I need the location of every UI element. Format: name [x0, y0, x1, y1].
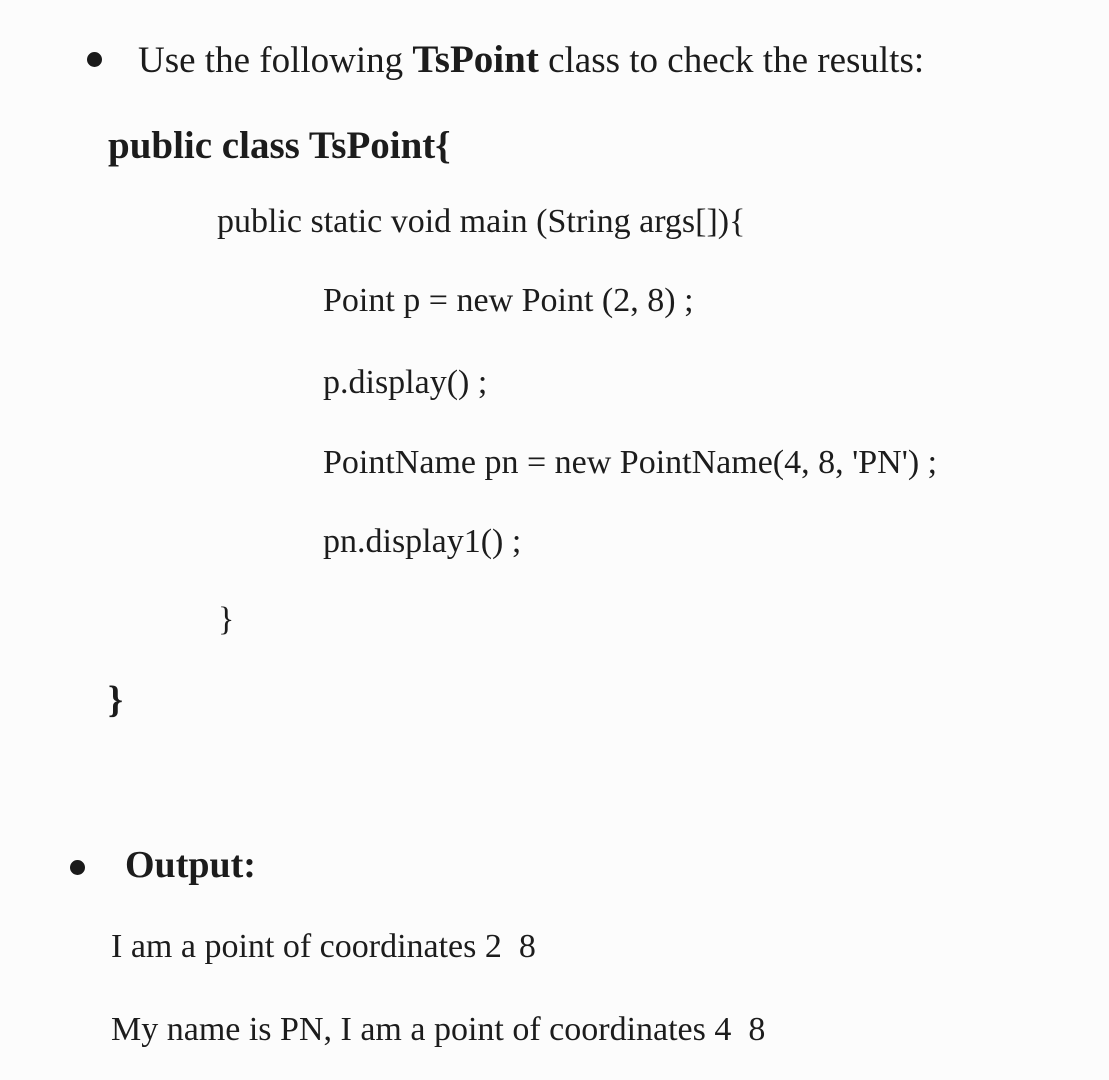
- intro-class-name: TsPoint: [412, 38, 539, 81]
- output-bullet: [70, 860, 85, 875]
- main-method-signature: public static void main (String args[]){: [217, 203, 746, 240]
- intro-prefix: Use the following: [138, 40, 413, 81]
- code-statement-point: Point p = new Point (2, 8) ;: [323, 282, 694, 319]
- code-statement-display: p.display() ;: [323, 364, 488, 401]
- main-closing-brace: }: [218, 601, 235, 638]
- intro-bullet: [87, 52, 102, 67]
- class-header: public class TsPoint{: [108, 124, 451, 167]
- code-statement-display1: pn.display1() ;: [323, 523, 522, 560]
- intro-suffix: class to check the results:: [538, 40, 925, 81]
- output-line-pointname: My name is PN, I am a point of coordinates 4 8: [111, 1011, 766, 1048]
- class-closing-brace: }: [108, 679, 123, 721]
- output-line-point: I am a point of coordinates 2 8: [111, 928, 536, 965]
- code-statement-pointname: PointName pn = new PointName(4, 8, 'PN') ;: [323, 444, 938, 481]
- intro-text: [138, 40, 924, 79]
- output-label: Output:: [125, 844, 256, 886]
